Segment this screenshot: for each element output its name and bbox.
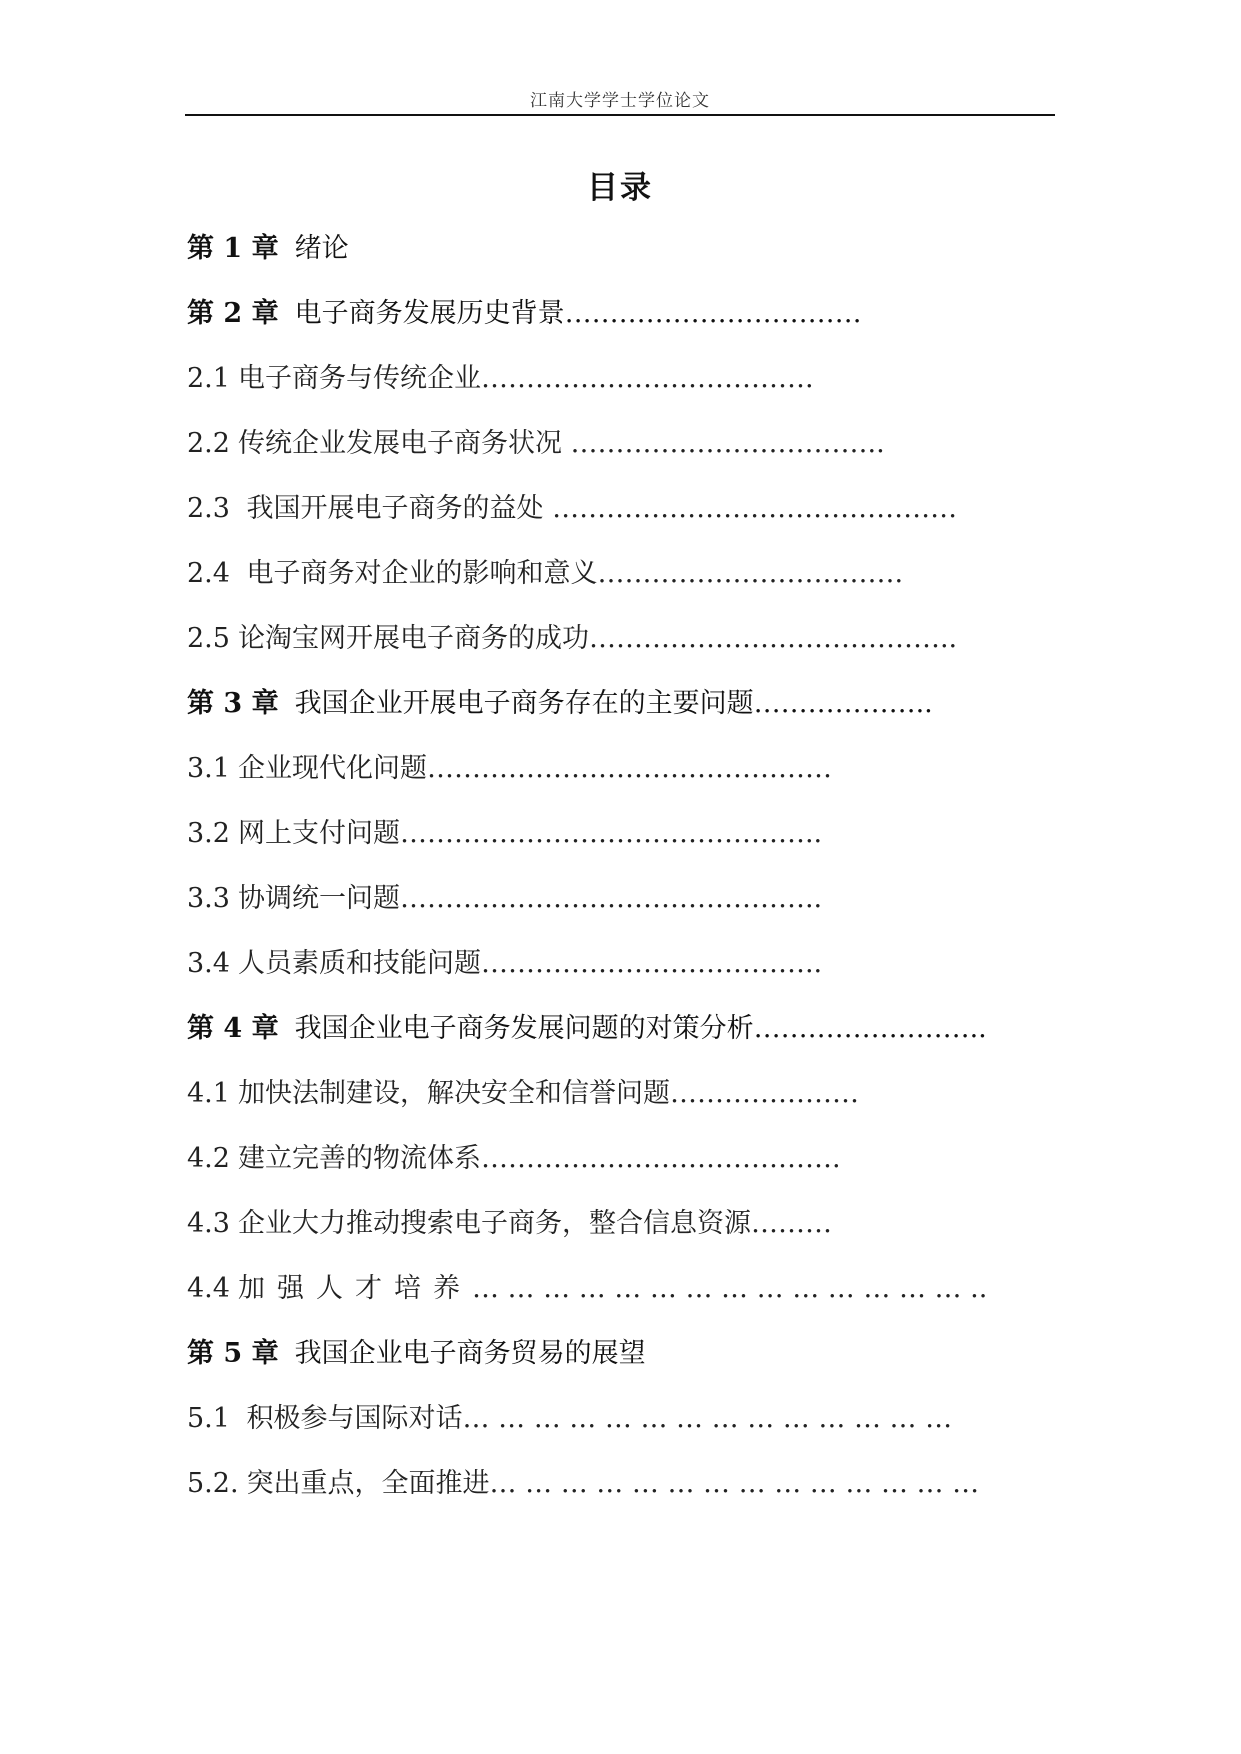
toc-entry-title: 绪论 [294,233,349,264]
toc-entry-title: 加快法制建设，解决安全和信誉问题 [237,1078,670,1109]
running-header: 江南大学学士学位论文 [530,91,710,111]
toc-entry-number: 3.4 [187,948,230,979]
toc-entry-section-2-5[interactable] [187,614,1067,679]
toc-entry-leader: … … … … … … … … … … … … … … [462,1403,953,1434]
toc-entry-leader: ……………………………………….. [399,883,823,914]
toc-entry-section-4-4[interactable] [187,1264,1067,1329]
toc-entry-chapter-5[interactable] [187,1329,1067,1394]
toc-entry-leader: ………………… [669,1078,859,1109]
toc-entry-number: 2.4 [187,558,230,589]
toc-entry-leader: ……………….. [753,688,933,719]
toc-entry-number: 第 3 章 [187,688,279,719]
toc-entry-number: 2.2 [187,428,230,459]
toc-entry-title: 建立完善的物流体系 [237,1143,481,1174]
toc-entry-title: 电子商务对企业的影响和意义 [237,558,598,589]
toc-entry-leader: ……………………………………… [552,493,958,524]
toc-entry-number: 第 2 章 [187,298,279,329]
toc-entry-leader: …………………………… [564,298,862,329]
toc-entry-title: 突出重点，全面推进 [246,1468,490,1499]
toc-title: 目录 [587,170,653,206]
toc-entry-leader: ……… [750,1208,832,1239]
toc-entry-title: 我国企业电子商务贸易的展望 [294,1338,646,1369]
table-of-contents [187,224,1067,1524]
toc-entry-section-3-3[interactable] [187,874,1067,939]
toc-entry-number: 3.1 [187,753,230,784]
toc-entry-leader: … … … … … … … … … … … … … … .. [471,1273,988,1304]
toc-entry-section-3-4[interactable] [187,939,1067,1004]
toc-entry-title: 协调统一问题 [237,883,400,914]
toc-entry-title: 传统企业发展电子商务状况 [237,428,571,459]
toc-entry-title: 我国企业开展电子商务存在的主要问题 [294,688,754,719]
toc-entry-title: 积极参与国际对话 [237,1403,463,1434]
toc-entry-section-2-3[interactable] [187,484,1067,549]
toc-entry-number: 2.5 [187,623,230,654]
toc-entry-number: 3.2 [187,818,230,849]
toc-entry-leader: …………………………….. [570,428,885,459]
toc-entry-chapter-1[interactable] [187,224,1067,289]
toc-entry-section-4-1[interactable] [187,1069,1067,1134]
toc-entry-section-2-1[interactable] [187,354,1067,419]
toc-entry-title: 电子商务发展历史背景 [294,298,565,329]
toc-entry-number: 4.3 [187,1208,230,1239]
header-rule [185,114,1055,116]
toc-entry-title: 企业大力推动搜索电子商务，整合信息资源 [237,1208,751,1239]
toc-entry-section-5-1[interactable] [187,1394,1067,1459]
toc-entry-section-3-1[interactable] [187,744,1067,809]
toc-entry-title: 人员素质和技能问题 [237,948,481,979]
toc-entry-title: 电子商务与传统企业 [237,363,481,394]
toc-entry-number: 第 4 章 [187,1013,279,1044]
toc-entry-number: 5.1 [187,1403,230,1434]
toc-entry-number: 4.4 [187,1273,230,1304]
toc-entry-title: 我国企业电子商务发展问题的对策分析 [294,1013,754,1044]
toc-entry-chapter-2[interactable] [187,289,1067,354]
toc-entry-leader: ………………………………….. [588,623,958,654]
toc-entry-leader: ………………………………. [480,363,814,394]
toc-entry-leader: ……………………………………… [426,753,832,784]
toc-entry-section-3-2[interactable] [187,809,1067,874]
toc-entry-leader: …………………….. [753,1013,987,1044]
toc-entry-number: 4.2 [187,1143,230,1174]
toc-entry-number: 5.2. [187,1468,239,1499]
toc-entry-title: 加强人才培养 [237,1273,472,1304]
toc-entry-leader: ……………………………………….. [399,818,823,849]
toc-entry-title: 网上支付问题 [237,818,400,849]
toc-entry-section-5-2[interactable] [187,1459,1067,1524]
toc-entry-title: 企业现代化问题 [237,753,427,784]
toc-entry-section-4-3[interactable] [187,1199,1067,1264]
toc-entry-section-4-2[interactable] [187,1134,1067,1199]
toc-entry-chapter-3[interactable] [187,679,1067,744]
toc-entry-section-2-4[interactable] [187,549,1067,614]
toc-entry-number: 第 1 章 [187,233,279,264]
toc-entry-number: 2.3 [187,493,230,524]
toc-entry-title: 我国开展电子商务的益处 [237,493,553,524]
toc-entry-section-2-2[interactable] [187,419,1067,484]
toc-entry-number: 2.1 [187,363,230,394]
toc-entry-number: 3.3 [187,883,230,914]
toc-entry-leader: … … … … … … … … … … … … … … [489,1468,980,1499]
toc-entry-title: 论淘宝网开展电子商务的成功 [237,623,589,654]
toc-entry-leader: …………………………………. [480,1143,841,1174]
toc-entry-number: 第 5 章 [187,1338,279,1369]
toc-entry-leader: ……………………………. [597,558,904,589]
toc-entry-chapter-4[interactable] [187,1004,1067,1069]
toc-entry-leader: ……………………………….. [480,948,823,979]
toc-entry-number: 4.1 [187,1078,230,1109]
